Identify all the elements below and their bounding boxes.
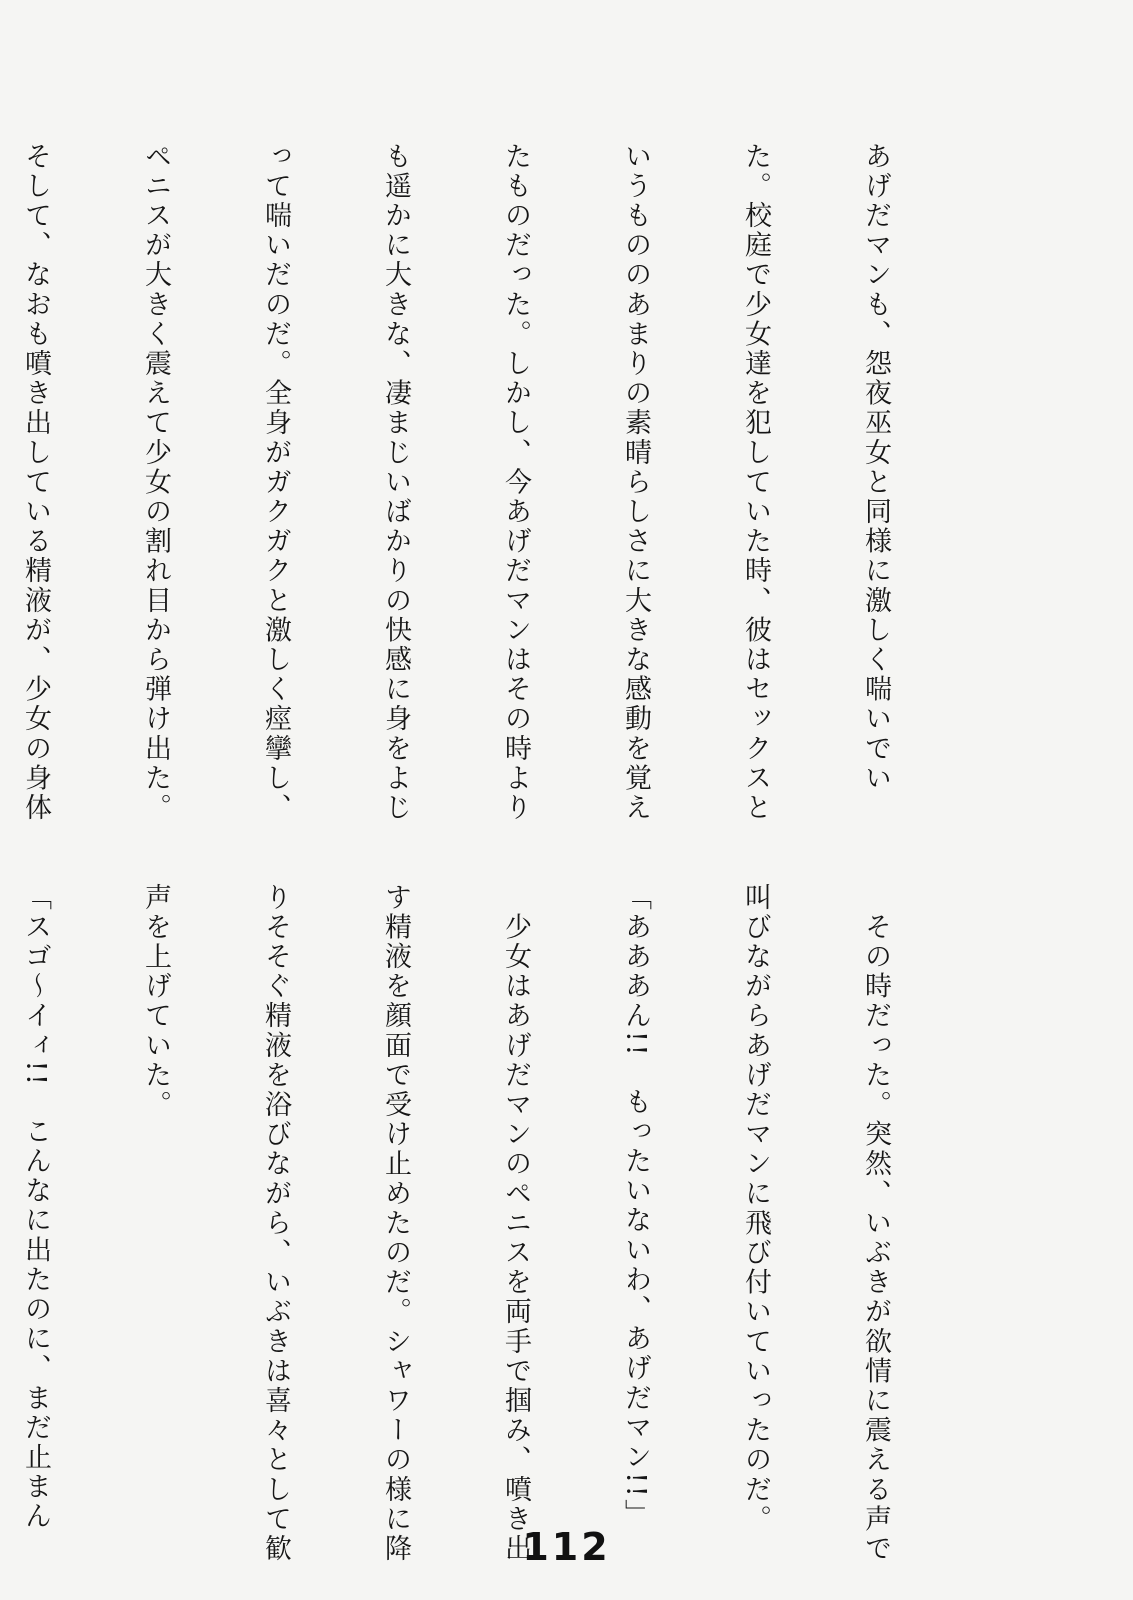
text-line: いうもののあまりの素晴らしさに大きな感動を覚え bbox=[620, 142, 651, 823]
text-line: 叫びながらあげだマンに飛び付いていったのだ。 bbox=[740, 883, 771, 1535]
text-line: 「あああん!! もったいないわ、あげだマン!!」 bbox=[620, 883, 651, 1529]
text-line: りそそぐ精液を浴びながら、いぶきは喜々として歓 bbox=[260, 883, 291, 1564]
text-line: 少女はあげだマンのペニスを両手で掴み、噴き出 bbox=[500, 883, 531, 1564]
text-line: た。校庭で少女達を犯していた時、彼はセックスと bbox=[740, 142, 771, 823]
top-text-block bbox=[0, 142, 975, 823]
text-line: す精液を顔面で受け止めたのだ。シャワーの様に降 bbox=[380, 883, 411, 1564]
text-line: って喘いだのだ。全身がガクガクと激しく痙攣し、 bbox=[260, 142, 291, 823]
text-line: たものだった。しかし、今あげだマンはその時より bbox=[500, 142, 531, 823]
text-line: そして、なおも噴き出している精液が、少女の身体 bbox=[20, 142, 51, 823]
text-line: 「スゴ～イィ!! こんなに出たのに、まだ止まん bbox=[20, 883, 51, 1532]
text-line: 声を上げていた。 bbox=[140, 883, 171, 1120]
text-line: も遥かに大きな、凄まじいばかりの快感に身をよじ bbox=[380, 142, 411, 823]
text-line: その時だった。突然、いぶきが欲情に震える声で bbox=[860, 883, 891, 1564]
text-line: ペニスが大きく震えて少女の割れ目から弾け出た。 bbox=[140, 142, 171, 823]
page-number: 112 bbox=[522, 1525, 611, 1569]
text-line: あげだマンも、怨夜巫女と同様に激しく喘いでい bbox=[860, 142, 891, 794]
